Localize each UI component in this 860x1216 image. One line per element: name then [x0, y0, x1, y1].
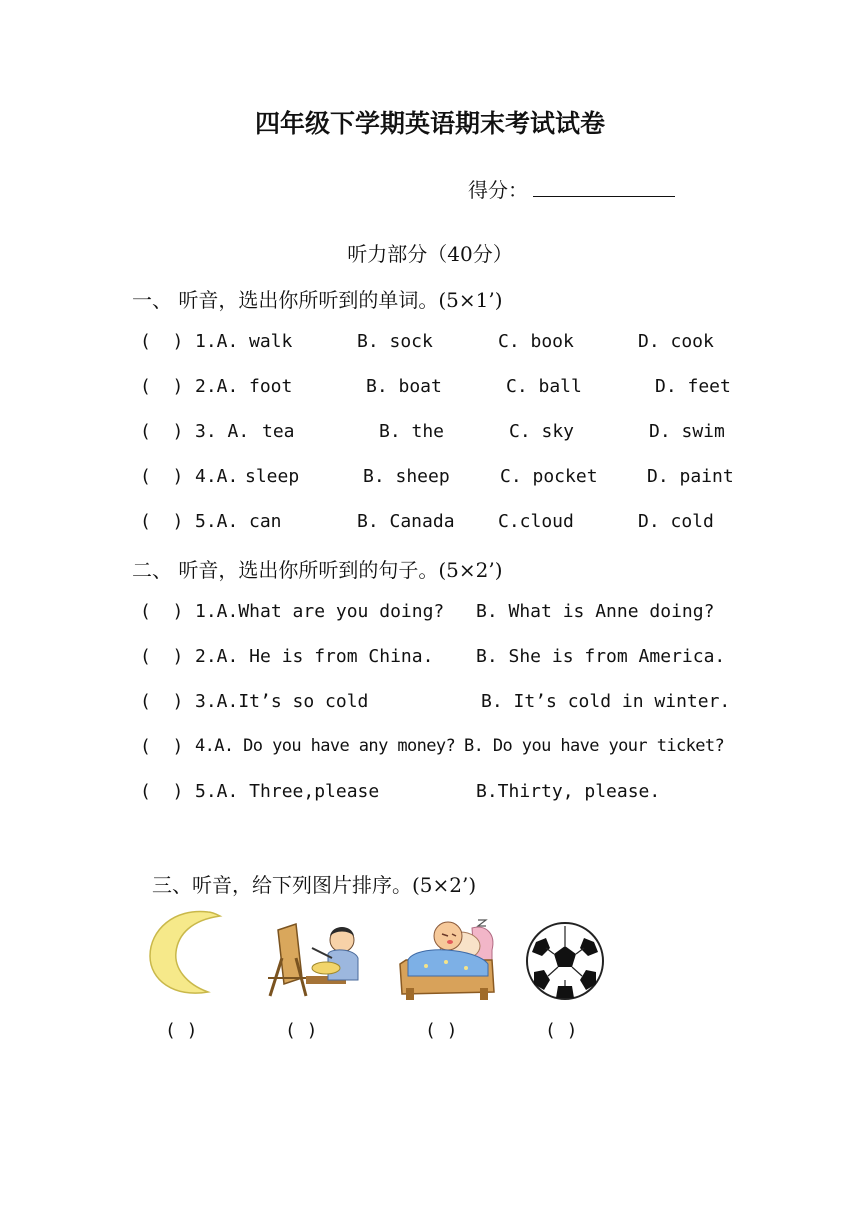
option-d: D. swim — [649, 421, 725, 442]
option-b: B. the — [379, 421, 445, 442]
question-number: 1.A. — [195, 331, 239, 352]
question-number: 3. A. — [195, 421, 250, 442]
option-a: walk — [249, 331, 293, 352]
answer-blank[interactable]: ( ) — [140, 736, 184, 757]
answer-blank[interactable]: ( ) — [140, 646, 184, 667]
answer-blank[interactable]: ( ) — [140, 781, 184, 802]
painting-boy-picture — [262, 918, 362, 1000]
answer-blank[interactable]: ( ) — [140, 511, 184, 532]
option-d: D. feet — [655, 376, 731, 397]
sentence-b: B. It’s cold in winter. — [481, 691, 731, 712]
option-c: C. pocket — [500, 466, 598, 487]
answer-blank[interactable]: ( ) — [140, 421, 184, 442]
question-number: 4.A. — [195, 466, 239, 487]
option-b: B. sock — [357, 331, 433, 352]
section1-title: 一、 听音，选出你所听到的单词。(5×1’) — [132, 288, 503, 312]
option-a: tea — [262, 421, 295, 442]
page-title: 四年级下学期英语期末考试试卷 — [254, 109, 605, 138]
option-b: B. Canada — [357, 511, 455, 532]
picture-answer-blank[interactable]: ( ) — [425, 1020, 458, 1041]
sentence-a: 3.A.It’s so cold — [195, 691, 369, 712]
football-picture — [524, 920, 606, 1002]
section2-title: 二、 听音，选出你所听到的句子。(5×2’) — [132, 558, 503, 582]
option-d: D. paint — [647, 466, 734, 487]
picture-answer-blank[interactable]: ( ) — [165, 1020, 198, 1041]
option-d: D. cook — [638, 331, 714, 352]
question-number: 2.A. — [195, 376, 239, 397]
sentence-a: 1.A.What are you doing? — [195, 601, 445, 622]
sentence-b: B. What is Anne doing? — [476, 601, 715, 622]
option-c: C. book — [498, 331, 574, 352]
sleeping-child-picture — [396, 914, 504, 1004]
option-a: foot — [249, 376, 293, 397]
section3-title: 三、听音，给下列图片排序。(5×2’) — [152, 873, 477, 897]
sentence-a: 5.A. Three,please — [195, 781, 380, 802]
option-d: D. cold — [638, 511, 714, 532]
sentence-b: B. She is from America. — [476, 646, 726, 667]
option-b: B. boat — [366, 376, 442, 397]
question-number: 5.A. — [195, 511, 239, 532]
picture-answer-blank[interactable]: ( ) — [285, 1020, 318, 1041]
option-c: C. sky — [509, 421, 575, 442]
score-label: 得分： — [468, 178, 528, 202]
score-blank-line[interactable] — [533, 196, 675, 197]
sentence-b: B. Do you have your ticket? — [464, 736, 725, 756]
answer-blank[interactable]: ( ) — [140, 466, 184, 487]
option-a: sleep — [245, 466, 300, 487]
sentence-a: 4.A. Do you have any money? — [195, 736, 456, 756]
answer-blank[interactable]: ( ) — [140, 376, 184, 397]
answer-blank[interactable]: ( ) — [140, 601, 184, 622]
option-b: B. sheep — [363, 466, 450, 487]
answer-blank[interactable]: ( ) — [140, 331, 184, 352]
sentence-b: B.Thirty, please. — [476, 781, 661, 802]
option-c: C. ball — [506, 376, 582, 397]
moon-picture — [146, 906, 228, 998]
sentence-a: 2.A. He is from China. — [195, 646, 434, 667]
listening-part-title: 听力部分（40分） — [347, 242, 513, 266]
answer-blank[interactable]: ( ) — [140, 691, 184, 712]
option-c: C.cloud — [498, 511, 574, 532]
picture-answer-blank[interactable]: ( ) — [545, 1020, 578, 1041]
option-a: can — [249, 511, 282, 532]
